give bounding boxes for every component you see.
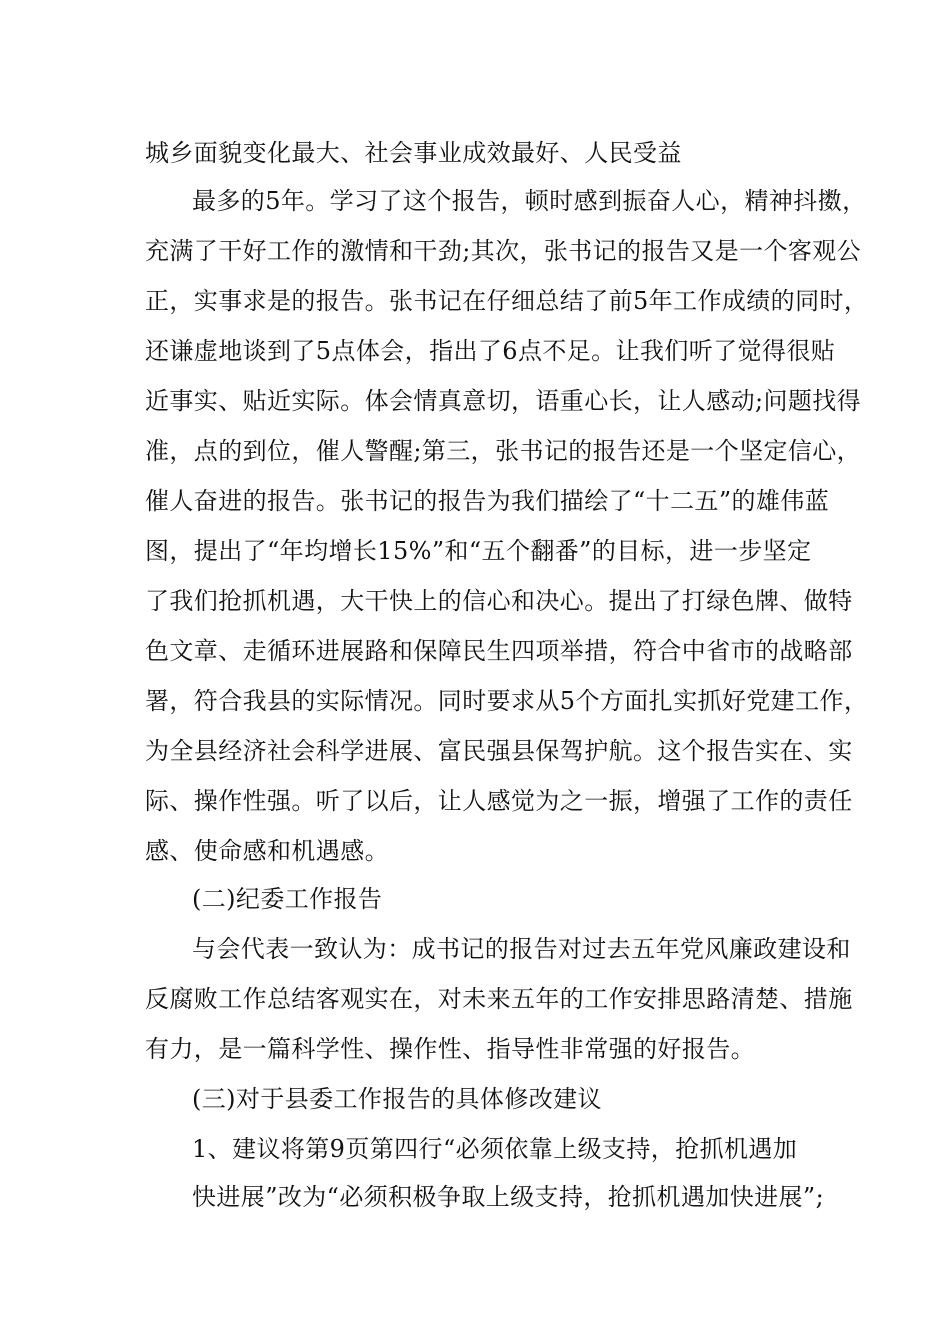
text-line: 1、建议将第9页第四行“必须依靠上级支持，抢抓机遇加	[192, 1135, 798, 1163]
text-line: 与会代表一致认为：成书记的报告对过去五年党风廉政建设和	[192, 935, 851, 963]
text-line: 了我们抢抓机遇，大干快上的信心和决心。提出了打绿色牌、做特	[145, 587, 853, 615]
text-line: 反腐败工作总结客观实在，对未来五年的工作安排思路清楚、措施	[145, 985, 853, 1013]
text-line: 感、使命感和机遇感。	[145, 837, 389, 865]
text-line: 为全县经济社会科学进展、富民强县保驾护航。这个报告实在、实	[145, 737, 853, 765]
text-line: 色文章、走循环进展路和保障民生四项举措，符合中省市的战略部	[145, 637, 853, 665]
section-heading: (二)纪委工作报告	[192, 885, 383, 913]
text-line: 还谦虚地谈到了5点体会，指出了6点不足。让我们听了觉得很贴	[145, 337, 836, 365]
text-line: 充满了干好工作的激情和干劲;其次，张书记的报告又是一个客观公	[145, 237, 862, 265]
text-line: 准，点的到位，催人警醒;第三，张书记的报告还是一个坚定信心，	[145, 437, 862, 465]
text-line: 正，实事求是的报告。张书记在仔细总结了前5年工作成绩的同时，	[145, 287, 869, 315]
text-line: 快进展”改为“必须积极争取上级支持，抢抓机遇加快进展”;	[192, 1183, 825, 1211]
text-line: 近事实、贴近实际。体会情真意切，语重心长，让人感动;问题找得	[145, 387, 862, 415]
text-line: 有力，是一篇科学性、操作性、指导性非常强的好报告。	[145, 1035, 755, 1063]
text-line: 催人奋进的报告。张书记的报告为我们描绘了“十二五”的雄伟蓝	[145, 487, 830, 515]
text-line: 署，符合我县的实际情况。同时要求从5个方面扎实抓好党建工作，	[145, 687, 869, 715]
text-line: 最多的5年。学习了这个报告，顿时感到振奋人心，精神抖擞，	[192, 187, 867, 215]
text-line: 图，提出了“年均增长15%”和“五个翻番”的目标，进一步坚定	[145, 537, 812, 565]
text-line: 际、操作性强。听了以后，让人感觉为之一振，增强了工作的责任	[145, 787, 853, 815]
text-line: 城乡面貌变化最大、社会事业成效最好、人民受益	[145, 139, 682, 167]
section-heading: (三)对于县委工作报告的具体修改建议	[192, 1085, 602, 1113]
